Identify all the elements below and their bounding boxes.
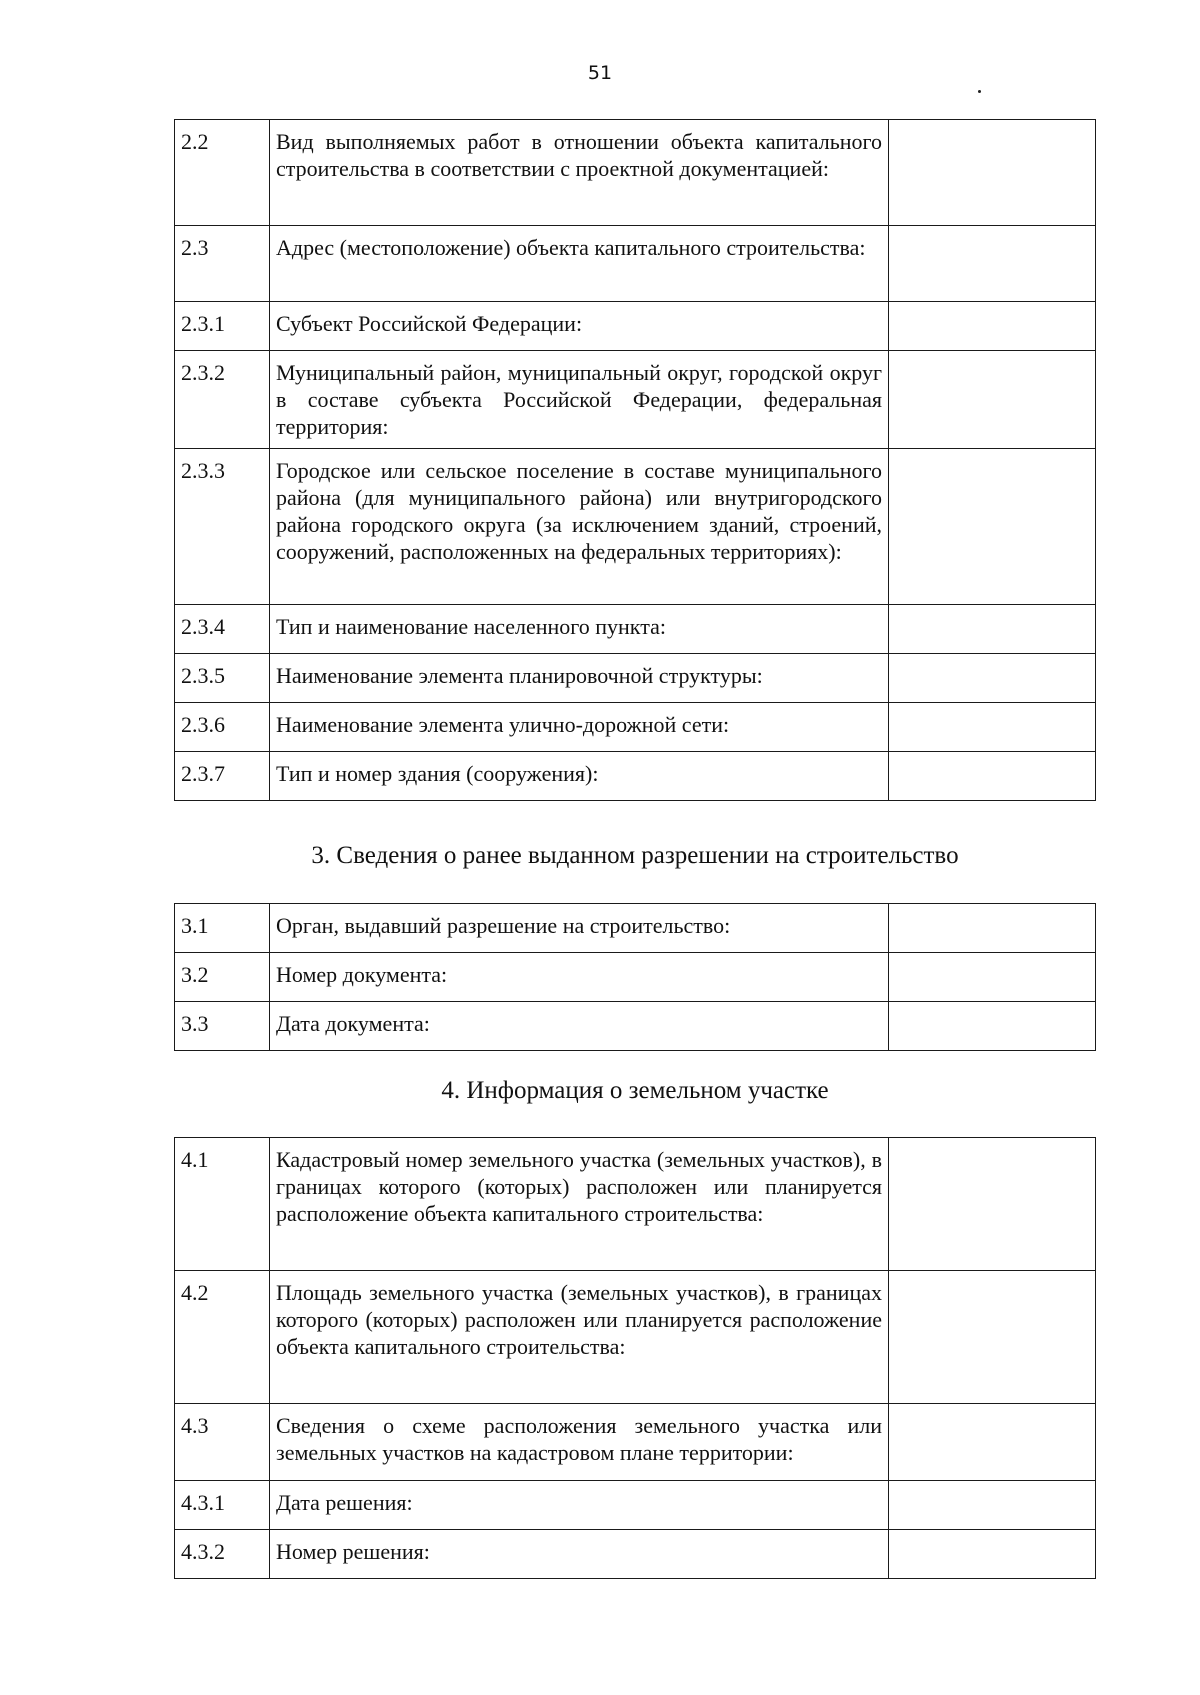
section-3-heading: 3. Сведения о ранее выданном разрешении на строительство (311, 842, 959, 869)
row-number: 2.3.7 (175, 752, 270, 801)
row-label: Сведения о схеме расположения земельного участка или земельных участков на кадастровом плане территории: (270, 1404, 889, 1481)
section-4-heading: 4. Информация о земельном участке (441, 1077, 829, 1104)
row-value-cell[interactable] (889, 654, 1096, 703)
row-label: Тип и номер здания (сооружения): (270, 752, 889, 801)
row-value-cell[interactable] (889, 904, 1096, 953)
page-number: 51 (587, 62, 613, 84)
row-label: Наименование элемента планировочной структуры: (270, 654, 889, 703)
table-row (175, 1481, 1096, 1530)
row-number: 2.3.2 (175, 351, 270, 449)
row-label: Муниципальный район, муниципальный округ, городской округ в составе субъекта Российской Федерации, федеральная территория: (270, 351, 889, 449)
table-row (175, 302, 1096, 351)
table-row (175, 226, 1096, 302)
row-value-cell[interactable] (889, 1404, 1096, 1481)
row-number: 2.3.6 (175, 703, 270, 752)
row-value-cell[interactable] (889, 226, 1096, 302)
row-number: 2.3.3 (175, 449, 270, 605)
row-number: 4.3 (175, 1404, 270, 1481)
row-value-cell[interactable] (889, 953, 1096, 1002)
row-label: Площадь земельного участка (земельных участков), в границах которого (которых) расположен или планируется расположение объекта капитального строительства: (270, 1271, 889, 1404)
row-value-cell[interactable] (889, 605, 1096, 654)
row-label: Наименование элемента улично-дорожной сети: (270, 703, 889, 752)
row-number: 4.3.2 (175, 1530, 270, 1579)
row-label: Субъект Российской Федерации: (270, 302, 889, 351)
section-2-table (174, 119, 1096, 801)
row-number: 3.2 (175, 953, 270, 1002)
row-value-cell[interactable] (889, 449, 1096, 605)
section-3-table (174, 903, 1096, 1051)
row-number: 4.1 (175, 1138, 270, 1271)
row-label: Номер документа: (270, 953, 889, 1002)
row-number: 3.3 (175, 1002, 270, 1051)
row-value-cell[interactable] (889, 703, 1096, 752)
table-row (175, 654, 1096, 703)
row-number: 2.3.1 (175, 302, 270, 351)
table-row (175, 1002, 1096, 1051)
row-number: 4.2 (175, 1271, 270, 1404)
table-row (175, 1530, 1096, 1579)
row-label: Вид выполняемых работ в отношении объекта капитального строительства в соответствии с проектной документацией: (270, 120, 889, 226)
row-number: 2.3.5 (175, 654, 270, 703)
row-number: 3.1 (175, 904, 270, 953)
row-label: Городское или сельское поселение в составе муниципального района (для муниципального района) или внутригородского района городского округа (за исключением зданий, строений, сооружений, расположенных на федеральных территориях): (270, 449, 889, 605)
table-row (175, 605, 1096, 654)
row-value-cell[interactable] (889, 1002, 1096, 1051)
section-4-table (174, 1137, 1096, 1579)
table-row (175, 1138, 1096, 1271)
row-label: Адрес (местоположение) объекта капитального строительства: (270, 226, 889, 302)
row-label: Орган, выдавший разрешение на строительство: (270, 904, 889, 953)
row-value-cell[interactable] (889, 1481, 1096, 1530)
row-number: 2.2 (175, 120, 270, 226)
row-value-cell[interactable] (889, 1530, 1096, 1579)
row-label: Номер решения: (270, 1530, 889, 1579)
row-label: Кадастровый номер земельного участка (земельных участков), в границах которого (которых) расположен или планируется расположение объекта капитального строительства: (270, 1138, 889, 1271)
table-row (175, 120, 1096, 226)
table-row (175, 1271, 1096, 1404)
row-label: Тип и наименование населенного пункта: (270, 605, 889, 654)
row-value-cell[interactable] (889, 752, 1096, 801)
row-value-cell[interactable] (889, 1138, 1096, 1271)
row-label: Дата документа: (270, 1002, 889, 1051)
scan-dot (978, 90, 981, 93)
table-row (175, 752, 1096, 801)
row-value-cell[interactable] (889, 351, 1096, 449)
table-row (175, 1404, 1096, 1481)
row-value-cell[interactable] (889, 120, 1096, 226)
row-number: 2.3 (175, 226, 270, 302)
row-label: Дата решения: (270, 1481, 889, 1530)
row-value-cell[interactable] (889, 302, 1096, 351)
table-row (175, 953, 1096, 1002)
row-number: 4.3.1 (175, 1481, 270, 1530)
table-row (175, 351, 1096, 449)
table-row (175, 449, 1096, 605)
table-row (175, 904, 1096, 953)
row-value-cell[interactable] (889, 1271, 1096, 1404)
table-row (175, 703, 1096, 752)
row-number: 2.3.4 (175, 605, 270, 654)
